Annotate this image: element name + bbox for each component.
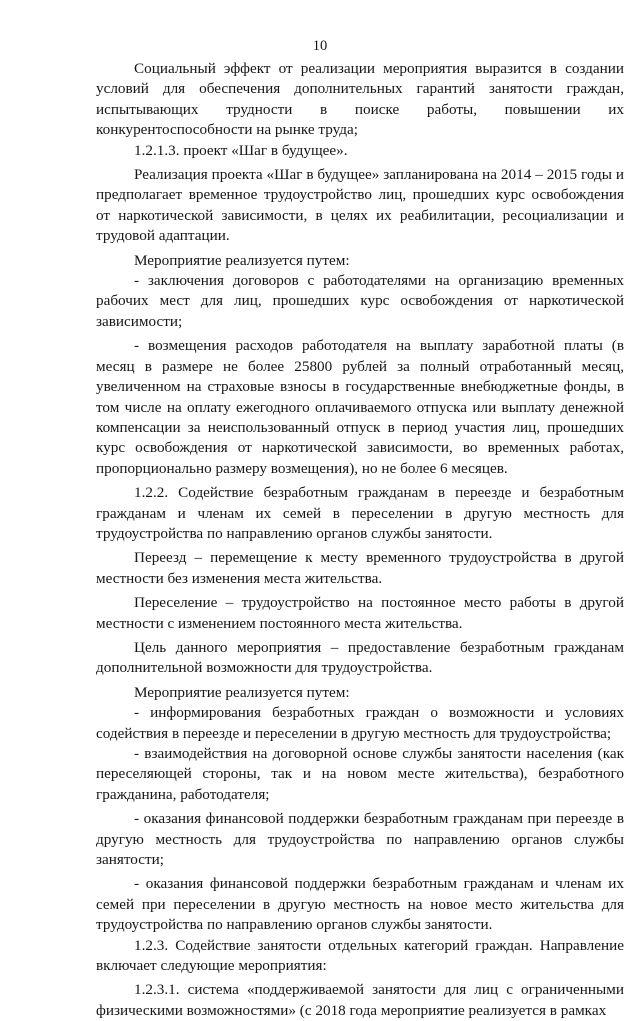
document-body — [96, 59, 624, 1021]
paragraph-social-effect: Социальный эффект от реализации мероприятия выразится в создании условий для обеспечения дополнительных гарантий занятости граждан, испытывающих трудности в поиске работы, повышении их конкурентоспособности на рынке труда; — [96, 60, 624, 139]
list-item-interaction: - взаимодействия на договорной основе службы занятости населения (как переселяющей стороны, так и на новом месте жительства), безработного гражданина, работодателя; — [96, 745, 624, 803]
paragraph-relocation-heading: 1.2.2. Содействие безработным гражданам в переезде и безработным гражданам и членам их семей в переселении в другую местность для трудоустройства по направлению органов службы занятости. — [96, 484, 624, 542]
page-number: 10 — [312, 38, 328, 54]
paragraph-goal: Цель данного мероприятия – предоставление безработным гражданам дополнительной возможности для трудоустройства. — [96, 638, 624, 677]
paragraph-employment-assistance: 1.2.3. Содействие занятости отдельных категорий граждан. Направление включает следующие мероприятия: — [96, 936, 624, 975]
paragraph-implemented-by: Мероприятие реализуется путем: — [134, 251, 350, 269]
paragraph-project-description: Реализация проекта «Шаг в будущее» запланирована на 2014 – 2015 годы и предполагает временное трудоустройство лиц, прошедших курс освобождения от наркотической зависимости, в целях их реабилитации, ресоциализации и трудовой адаптации. — [96, 166, 624, 245]
paragraph-move-definition: Переезд – перемещение к месту временного трудоустройства в другой местности без изменения места жительства. — [96, 549, 624, 587]
list-item-informing: - информирования безработных граждан о возможности и условиях содействия в переезде и переселении в другую местность для трудоустройства; — [96, 704, 624, 742]
paragraph-resettlement-definition: Переселение – трудоустройство на постоянное место работы в другой местности с изменением постоянного места жительства. — [96, 594, 624, 632]
paragraph-implemented-by-2: Мероприятие реализуется путем: — [134, 683, 350, 701]
list-item-reimbursement: - возмещения расходов работодателя на выплату заработной платы (в месяц в размере не более 25800 рублей за полный отработанный месяц, увеличенном на страховые взносы в государственные внебюджетные фонды, в том числе на оплату ежегодного оплачиваемого отпуска или выплату денежной компенсации за неиспользованный отпуск в период участия лиц, прошедших курс освобождения от наркотической зависимости, во временных работах, пропорционально размеру возмещения), но не более 6 месяцев. — [96, 337, 624, 477]
paragraph-project-heading: 1.2.1.3. проект «Шаг в будущее». — [134, 141, 348, 159]
paragraph-supported-employment: 1.2.3.1. система «поддерживаемой занятости для лиц с ограниченными физическими возможностями» (с 2018 года мероприятие реализуется в рамках — [96, 981, 624, 1019]
list-item-support-move: - оказания финансовой поддержки безработным гражданам при переезде в другую местность для трудоустройства по направлению органов службы занятости; — [96, 810, 624, 869]
list-item-support-resettlement: - оказания финансовой поддержки безработным гражданам и членам их семей при переселении в другую местность на новое место жительства для трудоустройства по направлению органов службы занятости. — [96, 875, 624, 934]
list-item-contracts: - заключения договоров с работодателями на организацию временных рабочих мест для лиц, прошедших курс освобождения от наркотической зависимости; — [96, 272, 624, 330]
